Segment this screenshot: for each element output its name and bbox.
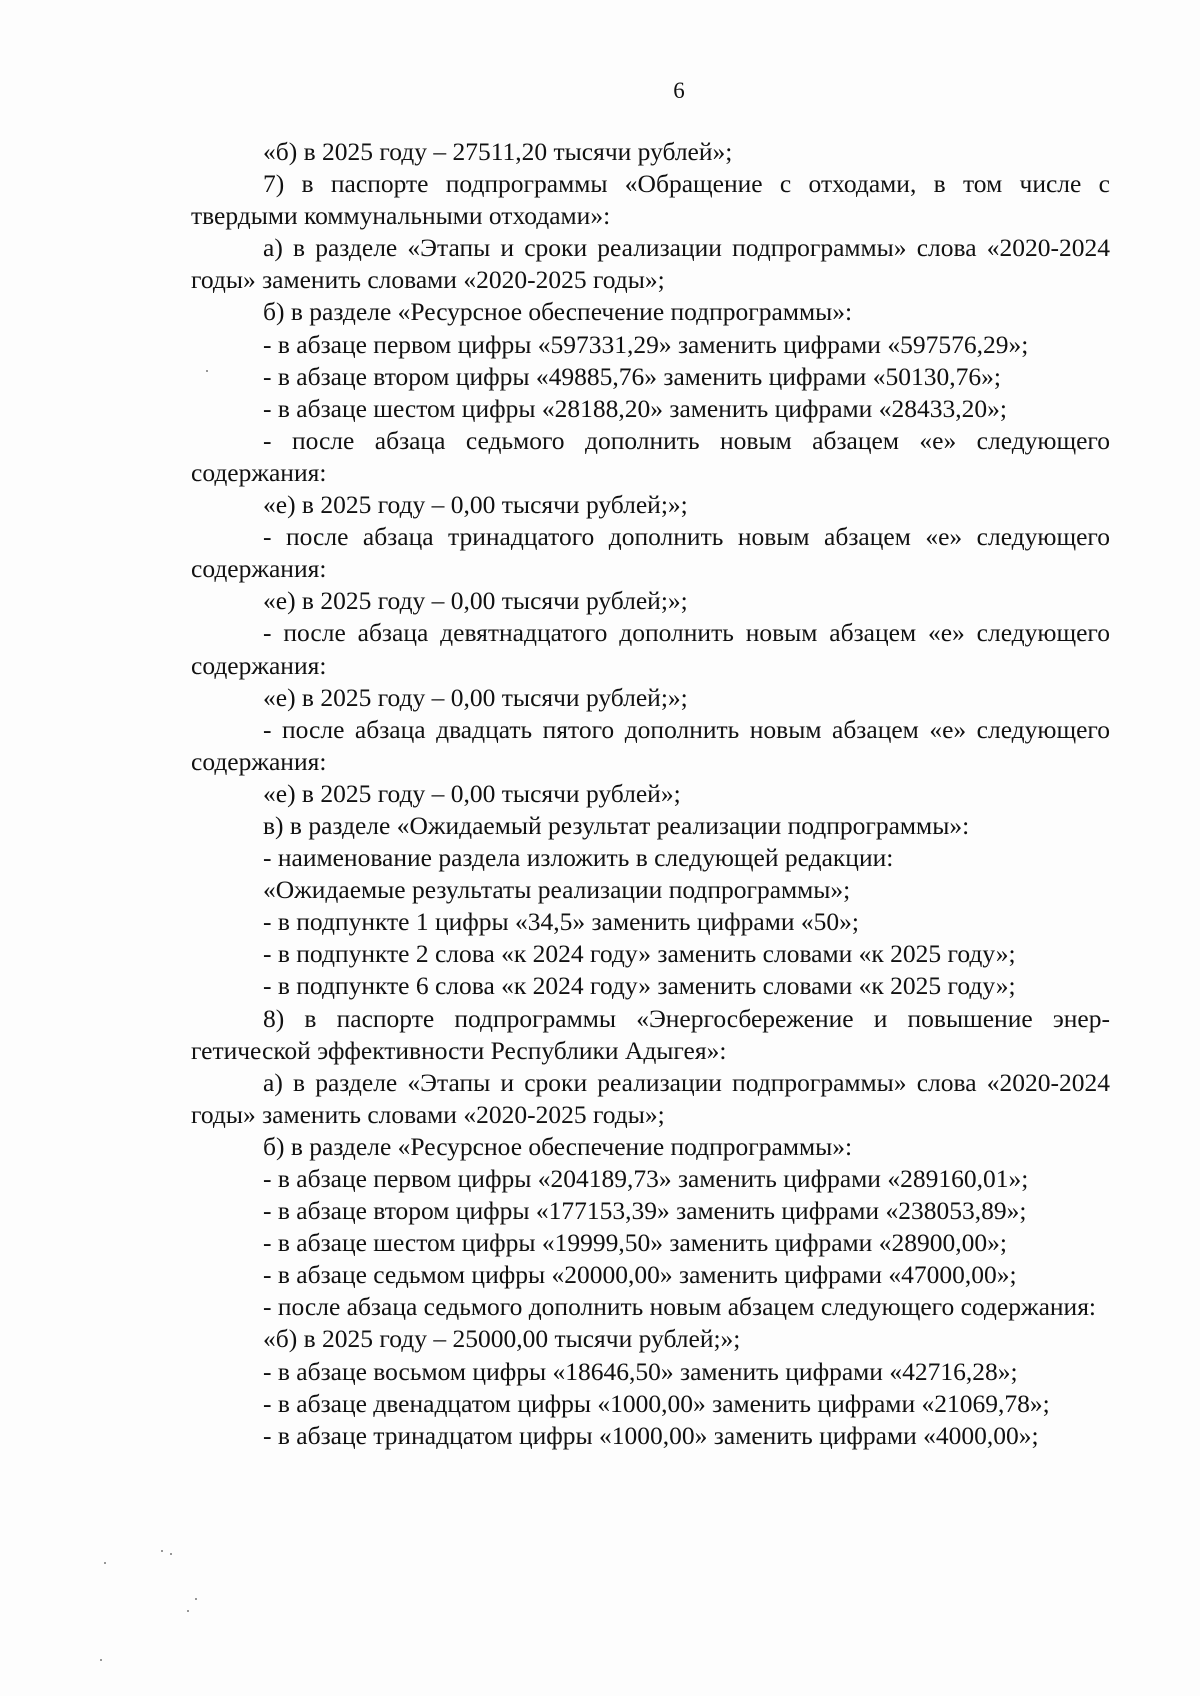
paragraph: - после абзаца двадцать пятого дополнить новым абзацем «е» следующего содержания: [191, 714, 1110, 776]
paragraph: «е) в 2025 году – 0,00 тысячи рублей;»; [263, 682, 688, 712]
paragraph: «Ожидаемые результаты реализации подпрограммы»; [263, 875, 851, 905]
paragraph: б) в разделе «Ресурсное обеспечение подпрограммы»: [263, 297, 853, 327]
paragraph: - после абзаца седьмого дополнить новым абзацем следующего содержания: [263, 1292, 1097, 1322]
paragraph: - в подпункте 1 цифры «34,5» заменить цифрами «50»; [263, 907, 859, 937]
scan-speck [104, 1562, 106, 1564]
paragraph: 7) в паспорте подпрограммы «Обращение с отходами, в том числе с твердыми коммунальными отходами»: [191, 169, 1110, 231]
scan-speck [206, 370, 208, 372]
paragraph: - в абзаце втором цифры «49885,76» заменить цифрами «50130,76»; [263, 361, 1001, 391]
paragraph: в) в разделе «Ожидаемый результат реализации подпрограммы»: [263, 810, 970, 840]
paragraph: а) в разделе «Этапы и сроки реализации подпрограммы» слова «2020-2024 годы» заменить словами «2020-2025 годы»; [191, 233, 1110, 295]
scan-speck [161, 1550, 163, 1552]
scan-speck [187, 1610, 189, 1612]
paragraph: - в абзаце шестом цифры «19999,50» заменить цифрами «28900,00»; [263, 1228, 1007, 1258]
paragraph: б) в разделе «Ресурсное обеспечение подпрограммы»: [263, 1131, 853, 1161]
paragraph: - в абзаце двенадцатом цифры «1000,00» заменить цифрами «21069,78»; [263, 1388, 1050, 1418]
paragraph: «б) в 2025 году – 27511,20 тысячи рублей»; [263, 137, 733, 166]
paragraph: - в абзаце первом цифры «204189,73» заменить цифрами «289160,01»; [263, 1164, 1029, 1193]
paragraph: «б) в 2025 году – 25000,00 тысячи рублей;»; [263, 1324, 741, 1354]
paragraph: - после абзаца девятнадцатого дополнить новым абзацем «е» следующего содержания: [191, 618, 1110, 680]
paragraph: «е) в 2025 году – 0,00 тысячи рублей»; [263, 778, 681, 808]
page-number: 6 [673, 78, 685, 103]
paragraph: - в абзаце втором цифры «177153,39» заменить цифрами «238053,89»; [263, 1196, 1027, 1226]
scan-speck [195, 1598, 197, 1600]
paragraph: «е) в 2025 году – 0,00 тысячи рублей;»; [263, 586, 688, 616]
paragraph: - в абзаце восьмом цифры «18646,50» заменить цифрами «42716,28»; [263, 1356, 1018, 1386]
paragraph: 8) в паспорте подпрограммы «Энергосбережение и повышение энергетической эффективности Республики Адыгея»: [191, 1003, 1110, 1065]
paragraph: - в абзаце тринадцатом цифры «1000,00» заменить цифрами «4000,00»; [263, 1420, 1039, 1450]
paragraph: - в подпункте 6 слова «к 2024 году» заменить словами «к 2025 году»; [263, 971, 1016, 1001]
scan-speck [170, 1553, 172, 1555]
document-body [191, 136, 1110, 1452]
paragraph: - в подпункте 2 слова «к 2024 году» заменить словами «к 2025 году»; [263, 939, 1016, 969]
paragraph: - в абзаце седьмом цифры «20000,00» заменить цифрами «47000,00»; [263, 1260, 1017, 1290]
paragraph: - наименование раздела изложить в следующей редакции: [263, 843, 894, 873]
paragraph: «е) в 2025 году – 0,00 тысячи рублей;»; [263, 490, 688, 520]
paragraph: а) в разделе «Этапы и сроки реализации подпрограммы» слова «2020-2024 годы» заменить словами «2020-2025 годы»; [191, 1067, 1110, 1129]
paragraph: - после абзаца тринадцатого дополнить новым абзацем «е» следующего содержания: [191, 522, 1110, 584]
scan-speck [100, 1659, 102, 1661]
paragraph: - в абзаце первом цифры «597331,29» заменить цифрами «597576,29»; [263, 329, 1029, 359]
paragraph: - после абзаца седьмого дополнить новым абзацем «е» следующего содержания: [191, 425, 1110, 487]
paragraph: - в абзаце шестом цифры «28188,20» заменить цифрами «28433,20»; [263, 393, 1007, 423]
